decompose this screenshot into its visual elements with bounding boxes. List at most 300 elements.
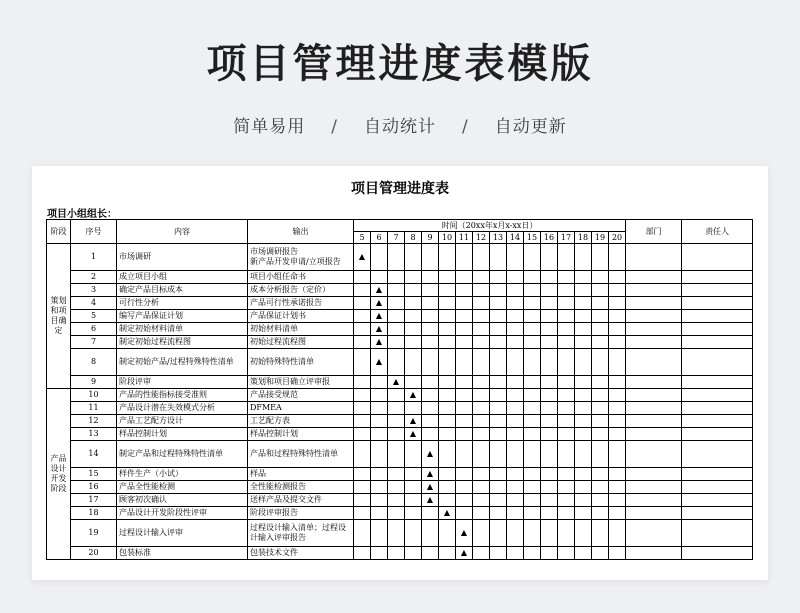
- day-cell: [388, 415, 405, 428]
- day-cell: [507, 284, 524, 297]
- day-cell: [507, 428, 524, 441]
- day-cell: [473, 468, 490, 481]
- day-cell: [490, 284, 507, 297]
- day-cell: [541, 376, 558, 389]
- progress-marker-icon: ▲: [405, 415, 422, 428]
- row-number: 5: [71, 310, 117, 323]
- dept-cell: [626, 428, 682, 441]
- table-row: [47, 297, 753, 310]
- table-row: [47, 244, 753, 271]
- row-number: 3: [71, 284, 117, 297]
- day-cell: [507, 310, 524, 323]
- day-cell: [456, 297, 473, 310]
- progress-marker-icon: ▲: [422, 441, 439, 468]
- day-cell: [541, 507, 558, 520]
- row-content: 过程设计输入评审: [117, 520, 248, 547]
- row-number: 18: [71, 507, 117, 520]
- day-cell: [507, 349, 524, 376]
- day-cell: [456, 415, 473, 428]
- progress-marker-icon: ▲: [371, 349, 388, 376]
- day-cell: [507, 507, 524, 520]
- row-content: 制定产品和过程特殊特性清单: [117, 441, 248, 468]
- owner-cell: [682, 494, 753, 507]
- day-cell: [456, 349, 473, 376]
- row-number: 17: [71, 494, 117, 507]
- row-number: 16: [71, 481, 117, 494]
- day-cell: [422, 349, 439, 376]
- table-row: [47, 284, 753, 297]
- day-cell: [388, 402, 405, 415]
- day-header: 13: [490, 232, 507, 244]
- day-cell: [371, 494, 388, 507]
- progress-marker-icon: ▲: [456, 547, 473, 560]
- day-cell: [541, 349, 558, 376]
- day-cell: [405, 494, 422, 507]
- day-cell: [405, 271, 422, 284]
- day-cell: [592, 336, 609, 349]
- day-cell: [558, 402, 575, 415]
- table-row: [47, 468, 753, 481]
- progress-marker-icon: ▲: [456, 520, 473, 547]
- row-output: 产品可行性承诺报告: [248, 297, 354, 310]
- row-content: 市场调研: [117, 244, 248, 271]
- day-cell: [592, 376, 609, 389]
- day-cell: [592, 271, 609, 284]
- day-header: 14: [507, 232, 524, 244]
- day-cell: [541, 547, 558, 560]
- owner-cell: [682, 349, 753, 376]
- day-cell: [473, 323, 490, 336]
- day-cell: [541, 415, 558, 428]
- row-number: 2: [71, 271, 117, 284]
- row-content: 可行性分析: [117, 297, 248, 310]
- day-cell: [388, 481, 405, 494]
- dept-cell: [626, 284, 682, 297]
- day-cell: [439, 310, 456, 323]
- table-row: [47, 402, 753, 415]
- day-header: 15: [524, 232, 541, 244]
- day-cell: [371, 415, 388, 428]
- day-cell: [524, 441, 541, 468]
- dept-cell: [626, 310, 682, 323]
- day-cell: [609, 428, 626, 441]
- day-cell: [575, 402, 592, 415]
- table-row: [47, 415, 753, 428]
- day-cell: [439, 284, 456, 297]
- day-cell: [524, 547, 541, 560]
- owner-cell: [682, 389, 753, 402]
- day-cell: [575, 297, 592, 310]
- row-content: 成立项目小组: [117, 271, 248, 284]
- day-cell: [524, 244, 541, 271]
- day-cell: [371, 389, 388, 402]
- day-cell: [456, 441, 473, 468]
- day-cell: [609, 284, 626, 297]
- day-cell: [558, 376, 575, 389]
- dept-cell: [626, 389, 682, 402]
- day-cell: [490, 428, 507, 441]
- progress-marker-icon: ▲: [422, 481, 439, 494]
- day-cell: [507, 336, 524, 349]
- day-cell: [592, 547, 609, 560]
- day-cell: [456, 271, 473, 284]
- day-cell: [439, 297, 456, 310]
- day-cell: [575, 428, 592, 441]
- day-cell: [473, 349, 490, 376]
- day-cell: [541, 284, 558, 297]
- day-cell: [507, 468, 524, 481]
- day-cell: [524, 415, 541, 428]
- day-cell: [388, 336, 405, 349]
- table-row: [47, 349, 753, 376]
- day-cell: [490, 481, 507, 494]
- row-content: 样品控制计划: [117, 428, 248, 441]
- day-cell: [371, 547, 388, 560]
- owner-cell: [682, 376, 753, 389]
- row-number: 13: [71, 428, 117, 441]
- dept-cell: [626, 323, 682, 336]
- row-number: 14: [71, 441, 117, 468]
- day-cell: [558, 507, 575, 520]
- owner-cell: [682, 297, 753, 310]
- dept-cell: [626, 468, 682, 481]
- subtitle-item-update: 自动更新: [494, 117, 567, 137]
- day-cell: [507, 323, 524, 336]
- day-cell: [558, 520, 575, 547]
- row-content: 产品工艺配方设计: [117, 415, 248, 428]
- row-output: 产品和过程特殊特性清单: [248, 441, 354, 468]
- day-cell: [439, 415, 456, 428]
- table-row: [47, 310, 753, 323]
- dept-cell: [626, 547, 682, 560]
- dept-cell: [626, 297, 682, 310]
- row-content: 样件生产（小试）: [117, 468, 248, 481]
- row-content: 确定产品目标成本: [117, 284, 248, 297]
- subtitle-bar: [0, 112, 800, 137]
- dept-cell: [626, 336, 682, 349]
- table-row: [47, 507, 753, 520]
- row-content: 产品设计潜在失效模式分析: [117, 402, 248, 415]
- day-cell: [575, 494, 592, 507]
- day-cell: [456, 244, 473, 271]
- progress-marker-icon: ▲: [405, 389, 422, 402]
- row-output: 产品接受规范: [248, 389, 354, 402]
- day-cell: [524, 389, 541, 402]
- day-cell: [456, 428, 473, 441]
- day-cell: [524, 271, 541, 284]
- day-cell: [422, 271, 439, 284]
- day-cell: [575, 415, 592, 428]
- day-cell: [439, 336, 456, 349]
- row-content: 产品的性能指标接受准则: [117, 389, 248, 402]
- row-content: 制定初始过程流程图: [117, 336, 248, 349]
- day-cell: [575, 481, 592, 494]
- header-time: 时间（20xx年x月x-xx日）: [354, 220, 626, 232]
- day-cell: [558, 323, 575, 336]
- owner-cell: [682, 284, 753, 297]
- day-cell: [473, 481, 490, 494]
- day-cell: [575, 441, 592, 468]
- table-row: [47, 441, 753, 468]
- day-cell: [473, 494, 490, 507]
- stage-cell-planning: 策划和项目确定: [47, 244, 71, 389]
- day-cell: [592, 323, 609, 336]
- day-cell: [609, 547, 626, 560]
- row-output: 初始特殊特性清单: [248, 349, 354, 376]
- row-number: 15: [71, 468, 117, 481]
- day-cell: [575, 323, 592, 336]
- day-cell: [609, 297, 626, 310]
- day-cell: [354, 323, 371, 336]
- day-cell: [388, 520, 405, 547]
- day-cell: [439, 349, 456, 376]
- day-cell: [507, 402, 524, 415]
- leader-label: 项目小组组长：: [47, 209, 117, 220]
- day-cell: [541, 520, 558, 547]
- day-cell: [541, 271, 558, 284]
- day-cell: [524, 323, 541, 336]
- day-cell: [422, 323, 439, 336]
- day-cell: [473, 376, 490, 389]
- day-cell: [558, 297, 575, 310]
- owner-cell: [682, 507, 753, 520]
- header-stage: 阶段: [47, 220, 71, 244]
- progress-marker-icon: ▲: [405, 428, 422, 441]
- day-header: 16: [541, 232, 558, 244]
- day-cell: [371, 244, 388, 271]
- day-cell: [524, 297, 541, 310]
- day-header: 6: [371, 232, 388, 244]
- day-cell: [524, 481, 541, 494]
- day-cell: [388, 468, 405, 481]
- day-cell: [405, 507, 422, 520]
- day-cell: [609, 244, 626, 271]
- day-cell: [371, 441, 388, 468]
- day-cell: [524, 520, 541, 547]
- day-cell: [439, 271, 456, 284]
- day-cell: [524, 310, 541, 323]
- progress-marker-icon: ▲: [422, 468, 439, 481]
- day-cell: [405, 481, 422, 494]
- row-number: 10: [71, 389, 117, 402]
- day-cell: [609, 441, 626, 468]
- day-cell: [388, 284, 405, 297]
- day-cell: [575, 376, 592, 389]
- dept-cell: [626, 415, 682, 428]
- day-cell: [558, 547, 575, 560]
- day-cell: [507, 376, 524, 389]
- header-output: 输出: [248, 220, 354, 244]
- row-content: 制定初始材料清单: [117, 323, 248, 336]
- day-cell: [371, 520, 388, 547]
- table-row: [47, 336, 753, 349]
- row-output: 初始过程流程图: [248, 336, 354, 349]
- day-cell: [388, 323, 405, 336]
- dept-cell: [626, 441, 682, 468]
- header-no: 序号: [71, 220, 117, 244]
- day-cell: [558, 336, 575, 349]
- row-content: 制定初始产品/过程特殊特性清单: [117, 349, 248, 376]
- day-cell: [524, 507, 541, 520]
- owner-cell: [682, 415, 753, 428]
- day-cell: [524, 494, 541, 507]
- day-cell: [609, 336, 626, 349]
- day-cell: [371, 271, 388, 284]
- day-cell: [388, 494, 405, 507]
- table-row: [47, 481, 753, 494]
- row-content: 顾客初次确认: [117, 494, 248, 507]
- day-cell: [507, 244, 524, 271]
- day-header: 5: [354, 232, 371, 244]
- day-cell: [422, 336, 439, 349]
- progress-marker-icon: ▲: [422, 494, 439, 507]
- day-cell: [490, 547, 507, 560]
- day-header: 7: [388, 232, 405, 244]
- day-cell: [354, 415, 371, 428]
- day-cell: [490, 323, 507, 336]
- owner-cell: [682, 336, 753, 349]
- day-cell: [354, 402, 371, 415]
- day-cell: [388, 389, 405, 402]
- day-cell: [473, 402, 490, 415]
- day-cell: [575, 310, 592, 323]
- day-cell: [422, 310, 439, 323]
- day-cell: [575, 520, 592, 547]
- owner-cell: [682, 468, 753, 481]
- day-cell: [558, 244, 575, 271]
- day-cell: [541, 323, 558, 336]
- owner-cell: [682, 520, 753, 547]
- row-output: 包装技术文件: [248, 547, 354, 560]
- day-cell: [405, 441, 422, 468]
- day-cell: [507, 481, 524, 494]
- row-output: 产品保证计划书: [248, 310, 354, 323]
- day-cell: [439, 376, 456, 389]
- day-header: 8: [405, 232, 422, 244]
- day-cell: [456, 284, 473, 297]
- day-cell: [609, 271, 626, 284]
- day-cell: [354, 520, 371, 547]
- day-cell: [524, 349, 541, 376]
- day-cell: [422, 547, 439, 560]
- day-header: 11: [456, 232, 473, 244]
- day-cell: [473, 428, 490, 441]
- day-cell: [558, 481, 575, 494]
- day-cell: [456, 468, 473, 481]
- day-cell: [456, 310, 473, 323]
- row-number: 20: [71, 547, 117, 560]
- day-cell: [473, 271, 490, 284]
- day-cell: [388, 547, 405, 560]
- day-cell: [354, 376, 371, 389]
- day-cell: [575, 547, 592, 560]
- row-output: 成本分析报告（定价）: [248, 284, 354, 297]
- table-row: [47, 494, 753, 507]
- subtitle-separator: /: [462, 117, 469, 137]
- day-cell: [609, 349, 626, 376]
- day-cell: [473, 389, 490, 402]
- table-row: [47, 376, 753, 389]
- day-cell: [473, 520, 490, 547]
- subtitle-item-easy: 简单易用: [233, 117, 306, 137]
- row-content: 阶段评审: [117, 376, 248, 389]
- row-number: 4: [71, 297, 117, 310]
- day-cell: [541, 468, 558, 481]
- dept-cell: [626, 481, 682, 494]
- day-cell: [354, 310, 371, 323]
- day-cell: [439, 547, 456, 560]
- day-cell: [609, 481, 626, 494]
- progress-marker-icon: ▲: [371, 336, 388, 349]
- day-cell: [592, 349, 609, 376]
- day-cell: [490, 468, 507, 481]
- day-cell: [422, 297, 439, 310]
- day-header: 10: [439, 232, 456, 244]
- day-cell: [541, 389, 558, 402]
- day-cell: [371, 481, 388, 494]
- day-cell: [541, 310, 558, 323]
- day-cell: [422, 402, 439, 415]
- day-cell: [456, 336, 473, 349]
- day-cell: [371, 468, 388, 481]
- row-output: 阶段评审报告: [248, 507, 354, 520]
- day-cell: [558, 271, 575, 284]
- day-cell: [490, 244, 507, 271]
- day-cell: [405, 468, 422, 481]
- day-cell: [439, 481, 456, 494]
- day-cell: [388, 349, 405, 376]
- day-cell: [354, 441, 371, 468]
- table-row: [47, 271, 753, 284]
- day-cell: [558, 468, 575, 481]
- day-cell: [558, 389, 575, 402]
- day-cell: [609, 402, 626, 415]
- day-cell: [592, 310, 609, 323]
- row-number: 12: [71, 415, 117, 428]
- progress-marker-icon: ▲: [371, 323, 388, 336]
- day-cell: [405, 310, 422, 323]
- day-cell: [490, 520, 507, 547]
- header-dept: 部门: [626, 220, 682, 244]
- day-cell: [592, 415, 609, 428]
- row-output: 样品: [248, 468, 354, 481]
- row-number: 9: [71, 376, 117, 389]
- row-output: 送样产品及提交文件: [248, 494, 354, 507]
- row-output: 市场调研报告 新产品开发申请/立项报告: [248, 244, 354, 271]
- day-cell: [524, 336, 541, 349]
- day-cell: [473, 507, 490, 520]
- progress-marker-icon: ▲: [439, 507, 456, 520]
- day-cell: [575, 507, 592, 520]
- day-cell: [354, 507, 371, 520]
- day-cell: [354, 297, 371, 310]
- day-cell: [575, 284, 592, 297]
- row-output: 全性能检测报告: [248, 481, 354, 494]
- owner-cell: [682, 402, 753, 415]
- day-cell: [422, 428, 439, 441]
- day-header: 12: [473, 232, 490, 244]
- day-cell: [422, 507, 439, 520]
- progress-marker-icon: ▲: [388, 376, 405, 389]
- table-row: [47, 547, 753, 560]
- day-cell: [490, 310, 507, 323]
- day-cell: [575, 244, 592, 271]
- day-cell: [609, 507, 626, 520]
- day-cell: [507, 389, 524, 402]
- day-cell: [405, 323, 422, 336]
- day-cell: [609, 323, 626, 336]
- day-cell: [592, 389, 609, 402]
